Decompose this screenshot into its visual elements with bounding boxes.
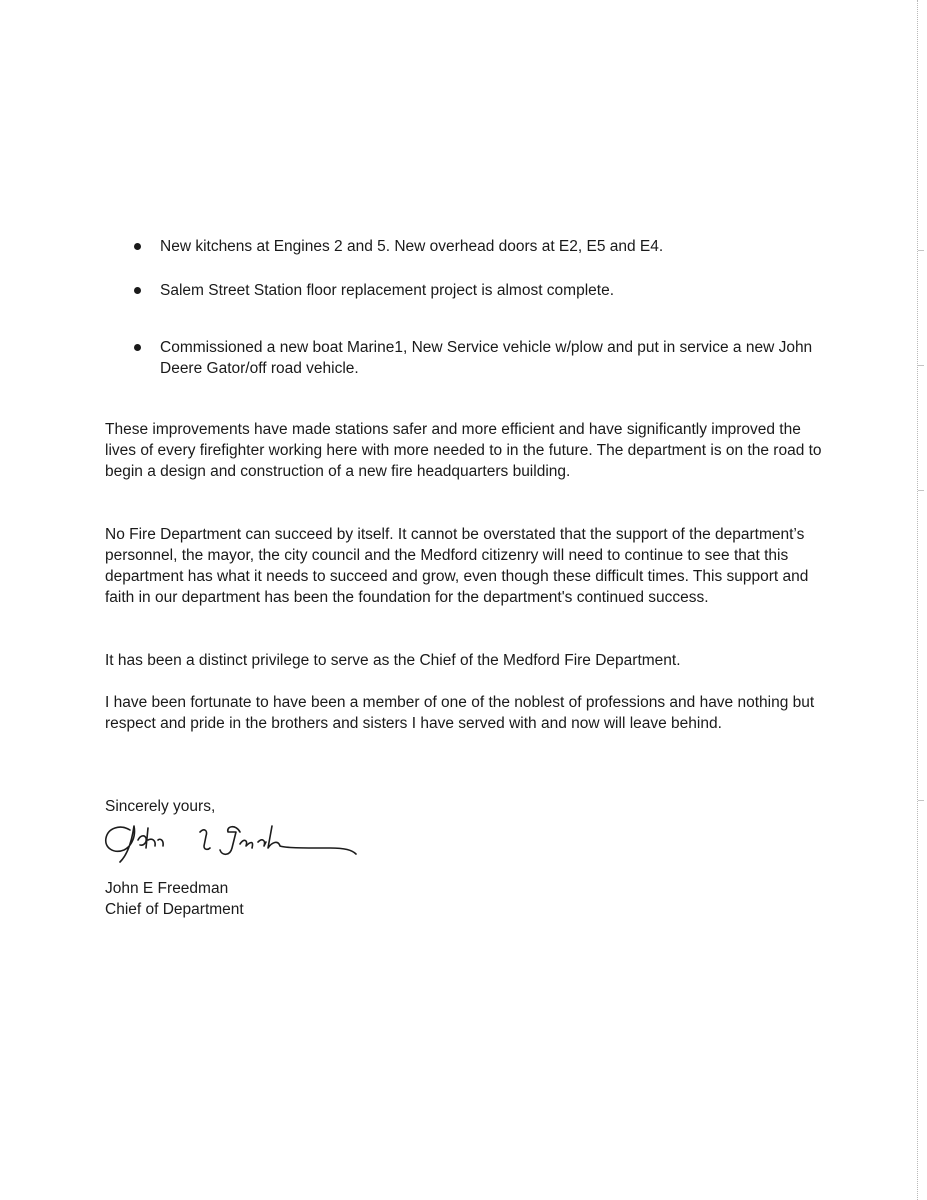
bullet-item — [160, 337, 850, 379]
page-edge-tick — [918, 490, 924, 491]
page-edge-tick — [918, 365, 924, 366]
page-edge-tick — [918, 250, 924, 251]
signatory-title: Chief of Department — [105, 901, 244, 918]
bullet-text: New kitchens at Engines 2 and 5. New overhead doors at E2, E5 and E4. — [160, 238, 664, 255]
closing-salutation: Sincerely yours, — [105, 798, 216, 815]
body-paragraph: I have been fortunate to have been a member of one of the noblest of professions and have nothing but respect and pride in the brothers and sisters I have served with and now will leave behind. — [105, 694, 815, 732]
bullet-icon — [134, 287, 141, 294]
bullet-icon — [134, 344, 141, 351]
body-paragraph: It has been a distinct privilege to serve as the Chief of the Medford Fire Department. — [105, 652, 681, 669]
page-edge-tick — [918, 800, 924, 801]
body-paragraph: No Fire Department can succeed by itself. It cannot be overstated that the support of the department’s personnel, the mayor, the city council and the Medford citizenry will need to continue to see that this department has what it needs to succeed and grow, even though these difficult times. This support and faith in our department has been the foundation for the department's continued success. — [105, 526, 809, 606]
body-paragraph: These improvements have made stations safer and more efficient and have significantly improved the lives of every firefighter working here with more needed to in the future. The department is on the road to begin a design and construction of a new fire headquarters building. — [105, 421, 822, 480]
handwritten-signature — [100, 818, 365, 868]
bullet-text: Salem Street Station floor replacement project is almost complete. — [160, 282, 615, 299]
bullet-item — [160, 280, 850, 301]
bullet-text: Commissioned a new boat Marine1, New Service vehicle w/plow and put in service a new John Deere Gator/off road vehicle. — [160, 339, 813, 377]
page-edge-line — [917, 0, 918, 1200]
bullet-icon — [134, 243, 141, 250]
bullet-item — [160, 236, 850, 257]
signatory-name: John E Freedman — [105, 880, 229, 897]
